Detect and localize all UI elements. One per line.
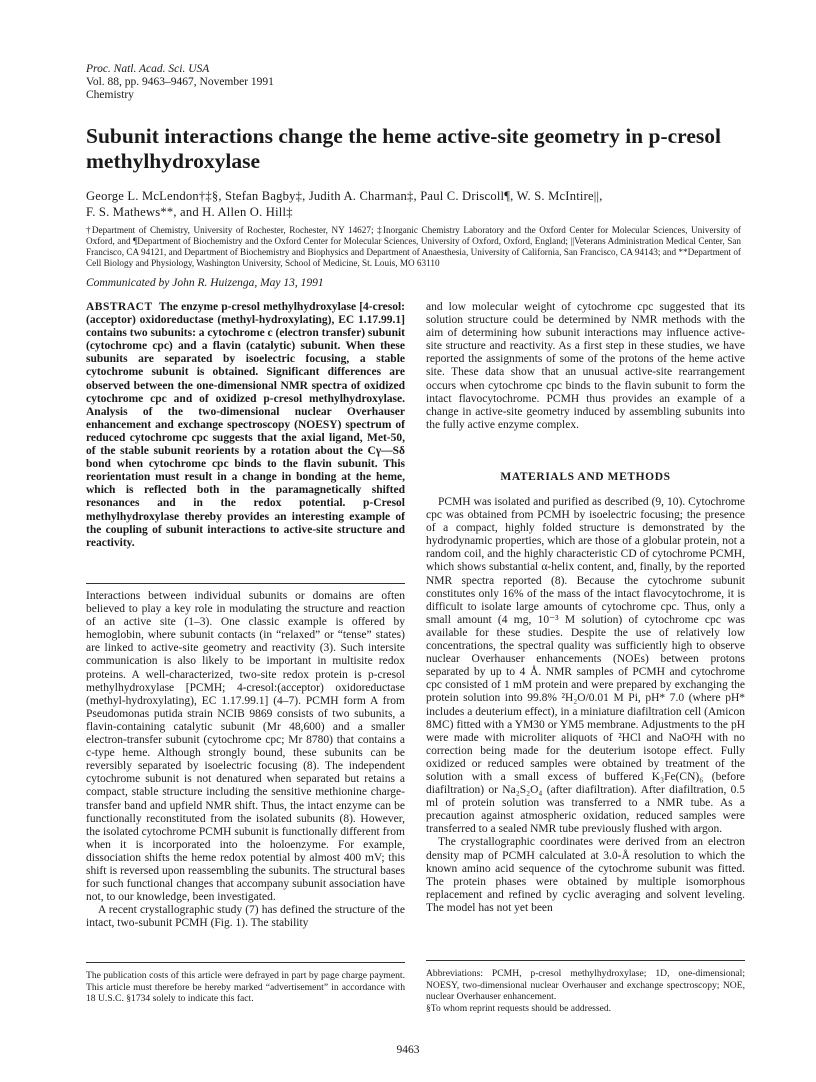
methods-heading: MATERIALS AND METHODS — [500, 471, 671, 483]
intro-paragraph-1: Interactions between individual subunits or domains are often believed to play a key role in modulating the structure and reaction of an active site (1–3). One classic example is offered by hemoglobin, where subunit contacts (in “relaxed” or “tense” states) are linked to active-site geometry and reactivity (3). Such intersite communication is also likely to be important in multisite redox proteins. A well-characterized, two-site redox protein is p-cresol methylhydroxylase [PCMH; 4-cresol:(acceptor) oxidoreductase (methyl-hydroxylating), EC 1.17.99.1] (4–7). PCMH form A from Pseudomonas putida strain NCIB 9869 consists of two subunits, a flavin-containing catalytic subunit (Mr 48,600) and a smaller electron-transfer subunit (cytochrome cpc; Mr 8780) that contains a c-type heme. Although strongly bound, these subunits can be reversibly separated by isoelectric focusing (8). The independent cytochrome subunit is not denatured when separated but retains a compact, stable structure including the sensitive methionine charge-transfer band and upfield NMR shift. Thus, the intact enzyme can be functionally reconstituted from the isolated subunits (8). However, the isolated cytochrome PCMH subunit is functionally different from when it is incorporated into the holoenzyme. For example, dissociation shifts the heme redox potential by almost 400 mV; this shift is reversed upon reassembling the subunits. The structural bases for such functional changes that accompany subunit association have not, to our knowledge, been investigated. — [86, 590, 405, 904]
author-list — [86, 188, 746, 220]
publication-cost-note: The publication costs of this article were defrayed in part by page charge payment. This article must therefore be hereby marked “advertisement” in accordance with 18 U.S.C. §1734 solely to indicate this fact. — [86, 970, 405, 1004]
reprint-note: §To whom reprint requests should be addressed. — [426, 1002, 612, 1014]
intro-continued — [426, 301, 745, 432]
volume-info: Vol. 88, pp. 9463–9467, November 1991 — [86, 76, 274, 88]
authors-line-2: F. S. Mathews**, and H. Allen O. Hill‡ — [86, 205, 293, 219]
intro-paragraph-2: A recent crystallographic study (7) has defined the structure of the intact, two-subunit PCMH (Fig. 1). The stability — [86, 904, 405, 930]
abstract-label: ABSTRACT — [86, 301, 153, 313]
abstract-text: The enzyme p-cresol methylhydroxylase [4-cresol:(acceptor) oxidoreductase (methyl-hydroxylating), EC 1.17.99.1] contains two subunits: a cytochrome c (electron transfer) subunit (cytochrome cpc) and a flavin (catalytic) subunit. When these subunits are separated by isoelectric focusing, a stable cytochrome subunit is obtained. Significant differences are observed between the one-dimensional NMR spectra of oxidized cytochrome cpc and of oxidized p-cresol methylhydroxylase. Analysis of the two-dimensional nuclear Overhauser enhancement and exchange spectroscopy (NOESY) spectrum of reduced cytochrome cpc suggests that the axial ligand, Met-50, of the stable subunit reorients by a rotation about the Cγ—Sδ bond when cytochrome cpc binds to the flavin subunit. This reorientation must result in a change in bonding at the heme, which is reflected both in the paramagnetically shifted resonances and in the redox potential. p-Cresol methylhydroxylase thereby provides an interesting example of the coupling of subunit interactions to active-site structure and reactivity. — [86, 301, 406, 549]
authors-line-1: George L. McLendon†‡§, Stefan Bagby‡, Judith A. Charman‡, Paul C. Driscoll¶, W. S. McIntire||, — [86, 189, 603, 203]
footnote-divider-left — [86, 962, 405, 963]
abstract — [86, 301, 405, 550]
abbreviations-text: Abbreviations: PCMH, p-cresol methylhydroxylase; 1D, one-dimensional; NOESY, two-dimensional nuclear Overhauser and exchange spectroscopy; NOE, nuclear Overhauser enhancement. — [426, 968, 745, 1002]
section-label: Chemistry — [86, 89, 134, 101]
article-title: Subunit interactions change the heme active-site geometry in p-cresol methylhydroxylase — [86, 124, 721, 173]
abbreviations-footnote — [426, 968, 745, 1014]
methods-section — [426, 496, 745, 915]
journal-header — [86, 63, 274, 102]
introduction — [86, 590, 405, 930]
page-number: 9463 — [396, 1044, 420, 1056]
footnote-divider-right — [426, 960, 745, 961]
affiliations: †Department of Chemistry, University of Rochester, Rochester, NY 14627; ‡Inorganic Chemistry Laboratory and the Oxford Center for Molecular Sciences, University of Oxford, and ¶Department of Biochemistry and the Oxford Center for Molecular Sciences, University of Oxford, Oxford, England; ||Veterans Administration Medical Center, San Francisco, CA 94121, and Department of Biochemistry and Biophysics and Department of Anaesthesia, University of California, San Francisco, CA 94143; and **Department of Cell Biology and Physiology, Washington University, School of Medicine, St. Louis, MO 63110 — [86, 225, 741, 268]
methods-paragraph-2: The crystallographic coordinates were derived from an electron density map of PCMH calculated at 3.0-Å resolution to which the known amino acid sequence of the cytochrome subunit was fitted. The protein phases were obtained by multiple isomorphous replacement and refined by cyclic averaging and solvent leveling. The model has not yet been — [426, 836, 745, 914]
journal-name: Proc. Natl. Acad. Sci. USA — [86, 63, 210, 75]
methods-paragraph-1: PCMH was isolated and purified as described (9, 10). Cytochrome cpc was obtained from PCMH by isoelectric focusing; the presence of a compact, highly folded structure is demonstrated by the hydrodynamic properties, which are those of a globular protein, not a random coil, and the highly characteristic CD of cytochrome PCMH, which shows substantial α-helix content, and, finally, by the reported NMR spectra reported (8). Because the cytochrome subunit constitutes only 16% of the mass of the intact flavocytochrome, it is difficult to isolate large amounts of cytochrome cpc. Thus, only a small amount (4 mg, 10⁻³ M solution) of cytochrome cpc was available for these studies. Despite the use of relatively low concentrations, the spectral quality was sufficiently high to observe nuclear Overhauser enhancements (NOEs) between protons separated by up to 4 Å. NMR samples of PCMH and cytochrome cpc consisted of 1 mM protein and were prepared by exchanging the protein solution into 99.8% ²H₂O/0.01 M Pi, pH* 7.0 (where pH* includes a deuterium effect), in a miniature diafiltration cell (Amicon 8MC) fitted with a YM30 or YM5 membrane. Adjustments to the pH were made with microliter aliquots of ²HCl and NaO²H with no correction being made for the deuterium isotope effect. Fully oxidized or reduced samples were obtained by treatment of the solution with a small excess of buffered K₃Fe(CN)₆ (before diafiltration) or Na₂S₂O₄ (after diafiltration). After diafiltration, 0.5 ml of protein solution was transferred to a NMR tube. As a precaution against atmospheric oxidation, reduced samples were transferred to a sealed NMR tube previously flushed with argon. — [426, 496, 745, 836]
communicated-by: Communicated by John R. Huizenga, May 13, 1991 — [86, 277, 324, 289]
abstract-divider — [86, 583, 405, 584]
intro-paragraph-3: and low molecular weight of cytochrome cpc suggested that its solution structure could be determined by NMR methods with the aim of determining how subunit interactions may influence active-site structure and reactivity. As a first step in these studies, we have reported the assignments of some of the protons of the heme active site. These data show that an unusual active-site rearrangement occurs when cytochrome cpc binds to the flavin subunit to form the intact flavocytochrome. PCMH thus provides an example of a change in active-site geometry induced by assembling subunits into the fully active enzyme complex. — [426, 301, 745, 431]
